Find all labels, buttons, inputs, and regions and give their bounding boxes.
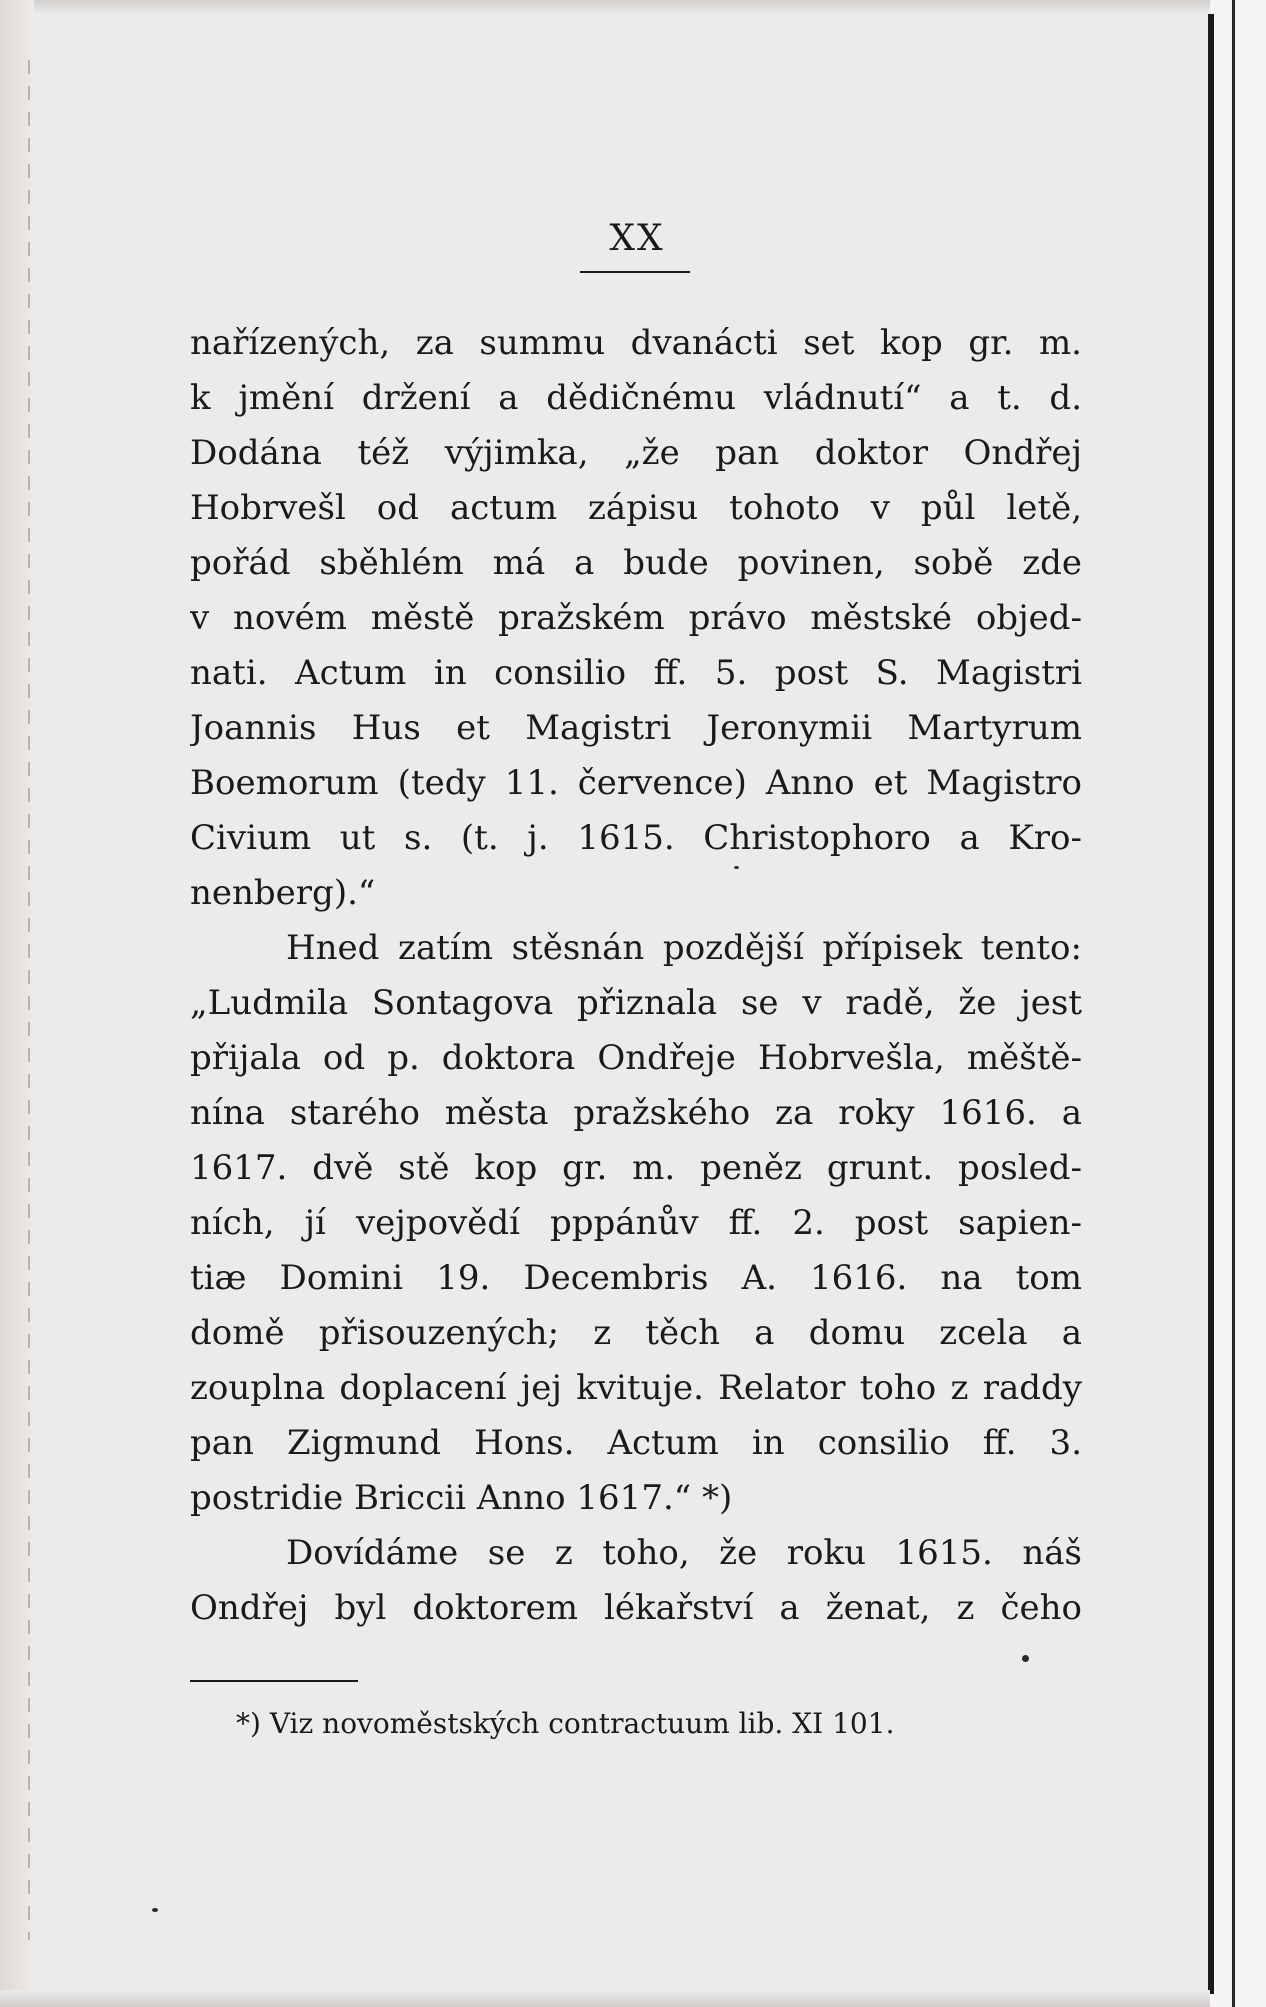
ink-speck xyxy=(152,1908,158,1912)
text-line: v novém městě pražském právo městské objed- xyxy=(190,598,1082,638)
folio-underline xyxy=(580,271,690,273)
page-bottom-edge xyxy=(0,1990,1210,2007)
text-line: nenberg).“ xyxy=(190,873,376,913)
ink-speck xyxy=(1022,1655,1029,1662)
text-line: Joannis Hus et Magistri Jeronymii Martyrum xyxy=(190,708,1082,748)
text-line: Ondřej byl doktorem lékařství a ženat, z čeho xyxy=(190,1588,1082,1628)
page-folio-number: XX xyxy=(609,218,665,259)
text-line: Dodána též výjimka, „že pan doktor Ondřej xyxy=(190,433,1082,473)
page-outer-border xyxy=(1232,0,1235,2007)
text-line: domě přisouzených; z těch a domu zcela a xyxy=(190,1313,1082,1353)
text-line: zouplna doplacení jej kvituje. Relator toho z raddy xyxy=(190,1368,1082,1408)
body-text xyxy=(190,316,1082,1636)
text-line: „Ludmila Sontagova přiznala se v radě, že jest xyxy=(190,983,1082,1023)
text-line: ních, jí vejpovědí pppánův ff. 2. post sapien- xyxy=(190,1203,1082,1243)
binding-dotted-rule xyxy=(28,60,30,1940)
footnote-separator xyxy=(190,1680,358,1682)
text-line: tiæ Domini 19. Decembris A. 1616. na tom xyxy=(190,1258,1082,1298)
text-line: k jmění držení a dědičnému vládnutí“ a t. d. xyxy=(190,378,1082,418)
ink-speck xyxy=(734,866,739,869)
text-line: Hobrvešl od actum zápisu tohoto v půl letě, xyxy=(190,488,1082,528)
text-line: nína starého města pražského za roky 1616. a xyxy=(190,1093,1082,1133)
text-line: Boemorum (tedy 11. července) Anno et Magistro xyxy=(190,763,1082,803)
text-line: postridie Briccii Anno 1617.“ *) xyxy=(190,1478,733,1518)
text-line: nati. Actum in consilio ff. 5. post S. Magistri xyxy=(190,653,1082,693)
text-line: 1617. dvě stě kop gr. m. peněz grunt. posled- xyxy=(190,1148,1082,1188)
text-line: přijala od p. doktora Ondřeje Hobrvešla, měště- xyxy=(190,1038,1082,1078)
text-line: pořád sběhlém má a bude povinen, sobě zde xyxy=(190,543,1082,583)
text-line: Dovídáme se z toho, že roku 1615. náš xyxy=(286,1533,1082,1573)
text-line: nařízených, za summu dvanácti set kop gr. m. xyxy=(190,323,1082,363)
text-line: Civium ut s. (t. j. 1615. Christophoro a Kro- xyxy=(190,818,1082,858)
page-right-gutter xyxy=(1210,0,1266,2007)
page-right-border xyxy=(1208,14,1214,1994)
page-top-edge xyxy=(0,0,1210,14)
text-line: pan Zigmund Hons. Actum in consilio ff. 3. xyxy=(190,1423,1082,1463)
text-line: Hned zatím stěsnán pozdější přípisek tento: xyxy=(286,928,1082,968)
footnote: *) Viz novoměstských contractuum lib. XI 101. xyxy=(236,1707,895,1740)
